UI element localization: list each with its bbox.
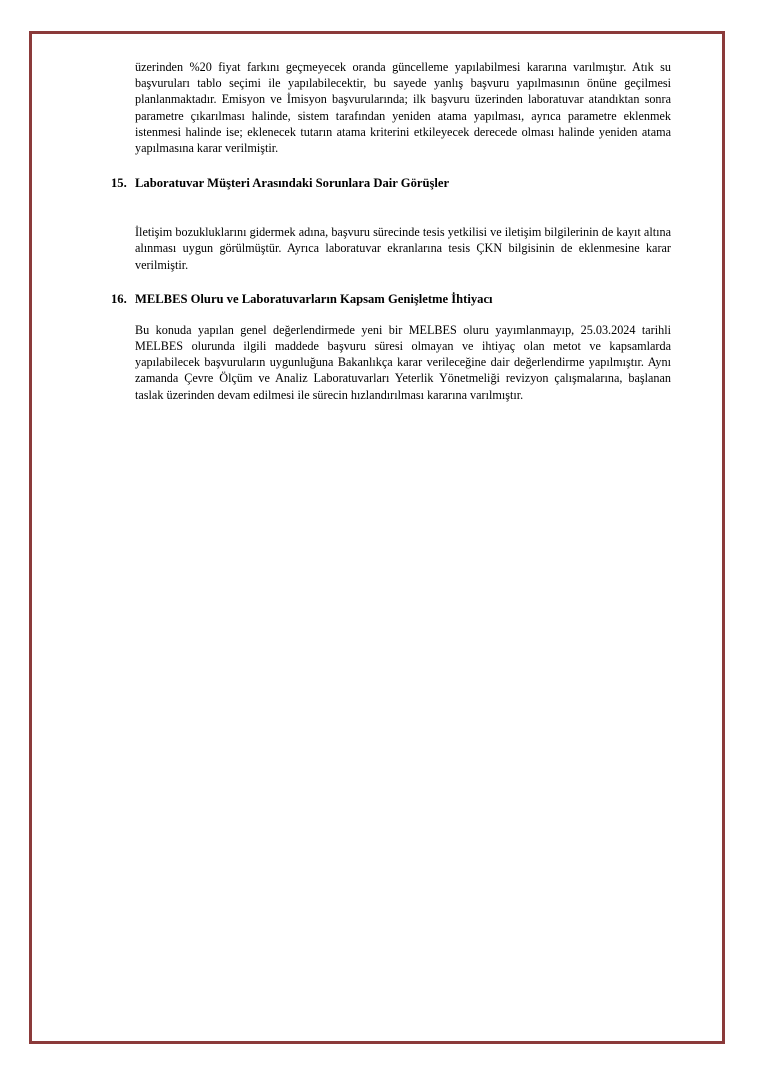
- document-body: [111, 59, 671, 403]
- section-15-number: 15.: [111, 176, 127, 191]
- section-16-number: 16.: [111, 291, 127, 306]
- section-16-paragraph: Bu konuda yapılan genel değerlendirmede yeni bir MELBES oluru yayımlanmayıp, 25.03.2024 tarihli MELBES olurunda ilgili maddede başvuru süresi olmayan ve ihtiyaç olan metot ve kapsamlarda yapılabilecek başvuruların uygunluğuna Bakanlıkça karar verileceğine dair değerlendirme yapılmıştır. Aynı zamanda Çevre Ölçüm ve Analiz Laboratuvarları Yeterlik Yönetmeliği revizyon çalışmalarına, başlanan taslak üzerinden devam edilmesi ile sürecin hızlandırılması kararına varılmıştır.: [135, 322, 671, 402]
- section-16-title: MELBES Oluru ve Laboratuvarların Kapsam Genişletme İhtiyacı: [135, 291, 493, 306]
- section-15-paragraph: İletişim bozukluklarını gidermek adına, başvuru sürecinde tesis yetkilisi ve iletişim bilgilerinin de kayıt altına alınması uygun görülmüştür. Ayrıca laboratuvar ekranlarına tesis ÇKN bilgisinin de eklenmesine karar verilmiştir.: [135, 225, 671, 272]
- section-16-heading: [111, 291, 671, 307]
- section-15-title: Laboratuvar Müşteri Arasındaki Sorunlara Dair Görüşler: [135, 176, 450, 191]
- section-15-heading: [111, 175, 671, 191]
- intro-paragraph: üzerinden %20 fiyat farkını geçmeyecek oranda güncelleme yapılabilmesi kararına varılmıştır. Atık su başvuruları tablo seçimi ile yapılabilecektir, bu sayede yanlış başvuru yapılmasının önüne geçilmesi planlanmaktadır. Emisyon ve İmisyon başvurularında; ilk başvuru üzerinden laboratuvar atandıktan sonra parametre çıkarılması halinde, sistem tarafından yeniden atama yapılması, ayrıca parametre eklenmek istenmesi halinde ise; eklenecek tutarın atama kriterini etkileyecek derecede olması halinde yeniden atama yapılmasına karar verilmiştir.: [135, 60, 671, 156]
